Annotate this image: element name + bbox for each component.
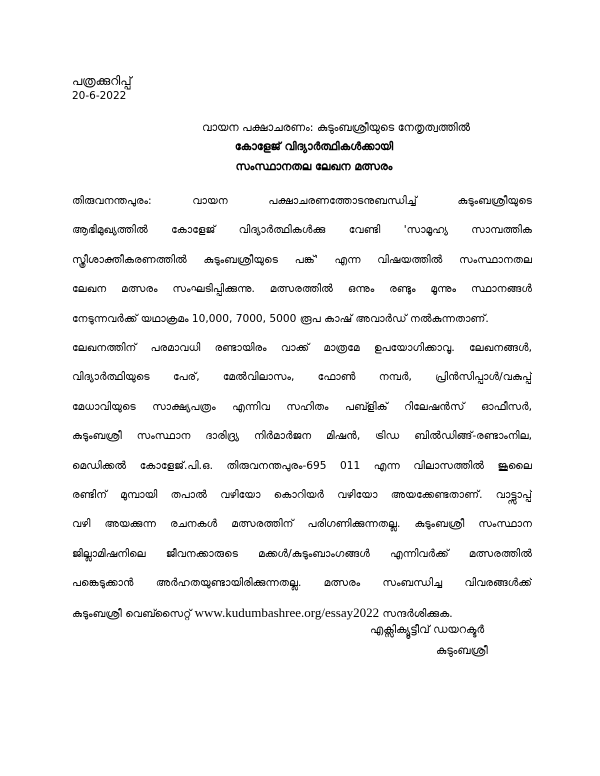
website-line-prefix: കുടുംബശ്രീ വെബ്സൈറ്റ് [72, 607, 195, 620]
paragraph-line: കുടുംബശ്രീ സംസ്ഥാന ദാരിദ്ര്യ നിർമാർജന മിഷൻ, ട്രിഡ ബിൽഡിങ്ങ്-രണ്ടാംനില, [72, 430, 532, 443]
paragraph-line: ആഭിമുഖ്യത്തിൽ കോളേജ് വിദ്യാർത്ഥികൾക്കു വേണ്ടി 'സാമൂഹ്യ സാമ്പത്തിക [72, 224, 532, 237]
paragraph-line: ലേഖനത്തിന് പരമാവധി രണ്ടായിരം വാക്ക് മാത്രമേ ഉപയോഗിക്കാവൂ. ലേഖനങ്ങൾ, [72, 342, 532, 354]
event-heading: സംസ്ഥാനതല ലേഖന മത്സരം [235, 160, 393, 173]
paragraph-instructions-body [72, 339, 532, 633]
paragraph-line: നേടുന്നവർക്ക് യഥാക്രമം 10,000, 7000, 5000 രൂപ കാഷ് അവാർഡ് നൽകുന്നതാണ്. [72, 312, 489, 325]
paragraph-line: മെഡിക്കൽ കോളേജ്.പി.ഒ. തിരുവനന്തപുരം-695 011 എന്ന വിലാസത്തിൽ ജൂലൈ [72, 459, 532, 472]
paragraph-line: വിദ്യാർത്ഥിയുടെ പേര്, മേൽവിലാസം, ഫോൺ നമ്പർ, പ്രിൻസിപ്പാൾ/വകുപ്പ് [72, 371, 532, 384]
paragraph-line: തിരുവനന്തപുരം: വായന പക്ഷാചരണത്തോടനുബന്ധിച്ച് കുടുംബശ്രീയുടെ [72, 195, 532, 207]
paragraph-line: സ്ത്രീശാക്തീകരണത്തിൽ കുടുംബശ്രീയുടെ പങ്ക്' എന്ന വിഷയത്തിൽ സംസ്ഥാനതല [72, 253, 532, 266]
paragraph-line: ലേഖന മത്സരം സംഘടിപ്പിക്കുന്നു. മത്സരത്തിൽ ഒന്നും രണ്ടും മൂന്നും സ്ഥാനങ്ങൾ [72, 283, 532, 296]
subtitle-heading: വായന പക്ഷാചരണം: കുടുംബശ്രീയുടെ നേതൃത്വത്തിൽ [201, 121, 471, 134]
press-release-date: 20-6-2022 [72, 90, 127, 102]
audience-heading: കോളേജ് വിദ്യാർത്ഥികൾക്കായി [234, 140, 394, 153]
website-link[interactable]: www.kudumbashree.org/essay2022 [194, 604, 380, 620]
paragraph-line: രണ്ടിന് മുമ്പായി തപാൽ വഴിയോ കൊറിയർ വഴിയോ അയക്കേണ്ടതാണ്. വാട്ട്സാപ്പ് [72, 488, 532, 501]
signature-title: എക്സിക്യൂട്ടീവ് ഡയറക്ടർ [370, 623, 485, 636]
website-line-suffix: സന്ദർശിക്കുക. [379, 607, 453, 620]
paragraph-line: പങ്കെടുക്കാൻ അർഹതയുണ്ടായിരിക്കുന്നതല്ല. മത്സരം സംബന്ധിച്ച വിവരങ്ങൾക്ക് [72, 577, 532, 590]
paragraph-announcement [72, 192, 532, 339]
press-release-label: പത്രക്കുറിപ്പ് [72, 74, 132, 88]
signature-organization: കുടുംബശ്രീ [436, 644, 488, 657]
paragraph-line: ജില്ലാമിഷനിലെ ജീവനക്കാരുടെ മക്കൾ/കുടുംബാംഗങ്ങൾ എന്നിവർക്ക് മത്സരത്തിൽ [72, 547, 532, 560]
paragraph-line: വഴി അയക്കുന്ന രചനകൾ മത്സരത്തിന് പരിഗണിക്കുന്നതല്ല. കുടുംബശ്രീ സംസ്ഥാന [72, 518, 532, 531]
paragraph-line: മേധാവിയുടെ സാക്ഷ്യപത്രം എന്നിവ സഹിതം പബ്ളിക് റിലേഷൻസ് ഓഫീസർ, [72, 400, 532, 413]
